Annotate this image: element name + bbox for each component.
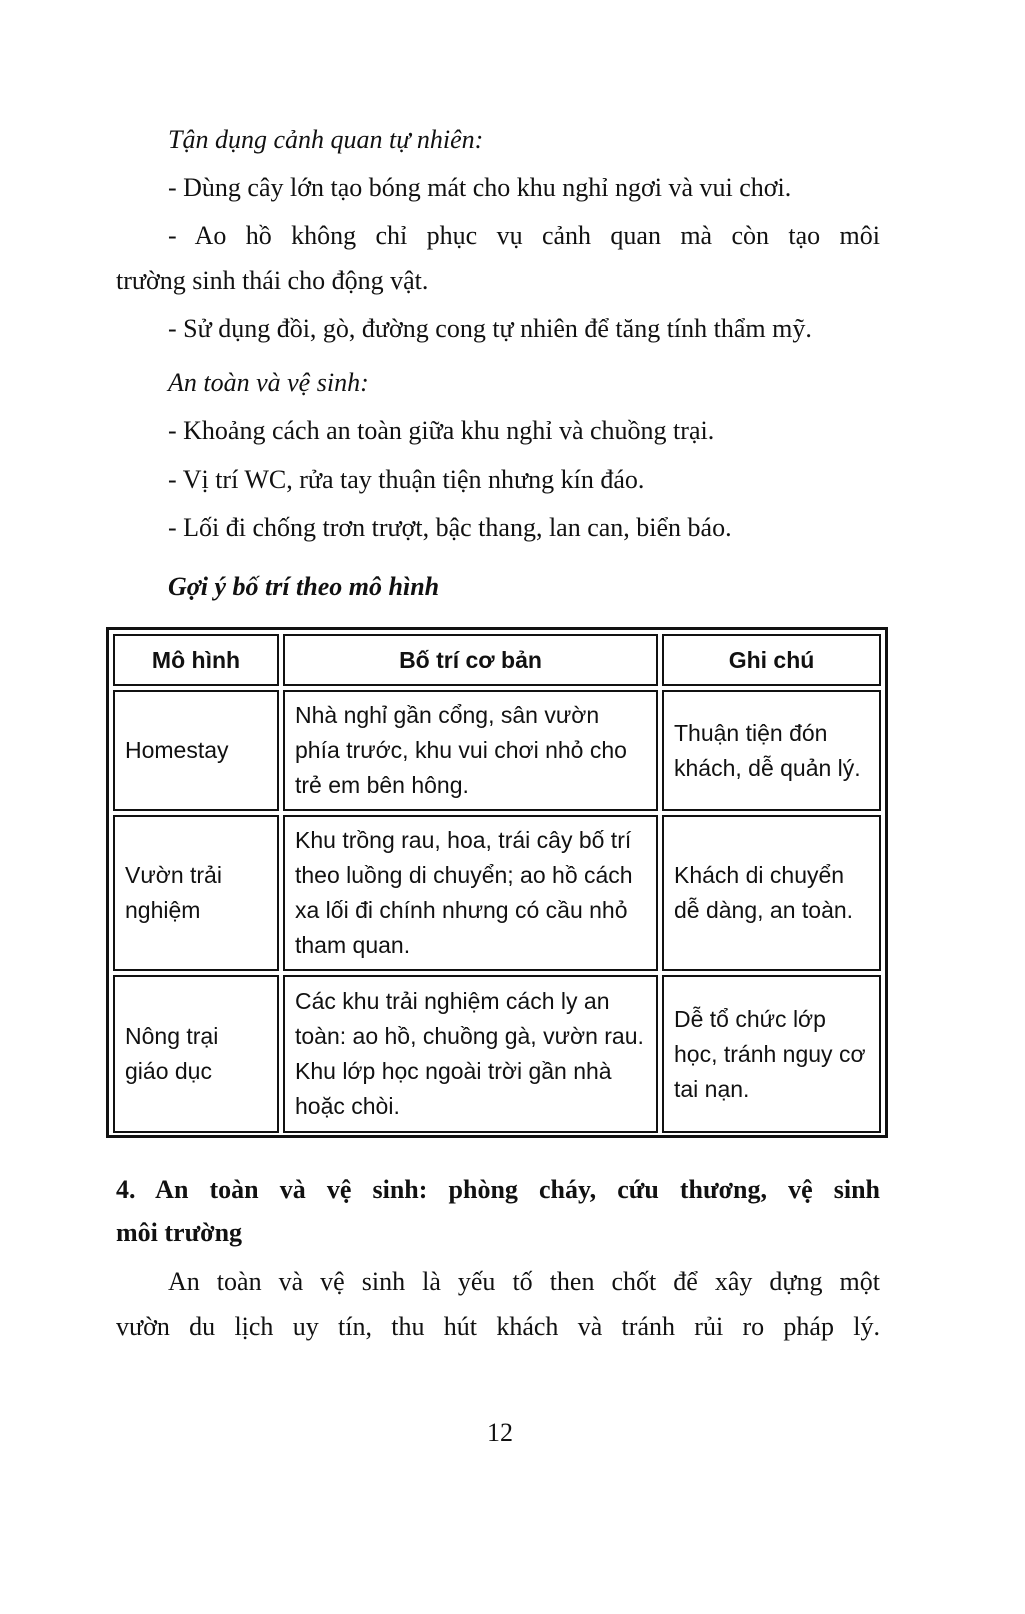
cell-notes: Thuận tiện đón khách, dễ quản lý.	[662, 690, 881, 811]
paragraph-line: An toàn và vệ sinh là yếu tố then chốt để xây dựng một	[168, 1267, 880, 1296]
subheading-safety: An toàn và vệ sinh:	[168, 368, 369, 397]
page-number: 12	[487, 1418, 513, 1447]
section-heading-continued: môi trường	[116, 1218, 243, 1247]
table-row	[113, 975, 881, 1133]
header-notes: Ghi chú	[662, 634, 881, 686]
subheading-natural-landscape: Tận dụng cảnh quan tự nhiên:	[168, 125, 484, 154]
cell-notes: Khách di chuyển dễ dàng, an toàn.	[662, 815, 881, 971]
bullet-line: - Dùng cây lớn tạo bóng mát cho khu nghỉ ngơi và vui chơi.	[168, 173, 792, 202]
cell-layout: Khu trồng rau, hoa, trái cây bố trí theo luồng di chuyển; ao hồ cách xa lối đi chính nhưng có cầu nhỏ tham quan.	[283, 815, 658, 971]
cell-model: Nông trại giáo dục	[113, 975, 279, 1133]
table-caption: Gợi ý bố trí theo mô hình	[168, 572, 440, 601]
table-row	[113, 815, 881, 971]
bullet-line: - Vị trí WC, rửa tay thuận tiện nhưng kín đáo.	[168, 465, 645, 494]
section-heading: 4. An toàn và vệ sinh: phòng cháy, cứu thương, vệ sinh	[116, 1175, 880, 1204]
bullet-line-continued: trường sinh thái cho động vật.	[116, 266, 429, 295]
bullet-line: - Lối đi chống trơn trượt, bậc thang, lan can, biển báo.	[168, 513, 732, 542]
header-layout: Bố trí cơ bản	[283, 634, 658, 686]
header-model: Mô hình	[113, 634, 279, 686]
cell-layout: Nhà nghỉ gần cổng, sân vườn phía trước, khu vui chơi nhỏ cho trẻ em bên hông.	[283, 690, 658, 811]
table-header-row	[113, 634, 881, 686]
cell-model: Vườn trải nghiệm	[113, 815, 279, 971]
bullet-line: - Khoảng cách an toàn giữa khu nghỉ và chuồng trại.	[168, 416, 715, 445]
table-row	[113, 690, 881, 811]
paragraph-line: vườn du lịch uy tín, thu hút khách và tránh rủi ro pháp lý.	[116, 1312, 880, 1341]
layout-table	[106, 627, 888, 1138]
cell-notes: Dễ tổ chức lớp học, tránh nguy cơ tai nạn.	[662, 975, 881, 1133]
cell-layout: Các khu trải nghiệm cách ly an toàn: ao hồ, chuồng gà, vườn rau. Khu lớp học ngoài trời gần nhà hoặc chòi.	[283, 975, 658, 1133]
bullet-line: - Ao hồ không chỉ phục vụ cảnh quan mà còn tạo môi	[168, 221, 880, 250]
cell-model: Homestay	[113, 690, 279, 811]
bullet-line: - Sử dụng đồi, gò, đường cong tự nhiên để tăng tính thẩm mỹ.	[168, 314, 812, 343]
